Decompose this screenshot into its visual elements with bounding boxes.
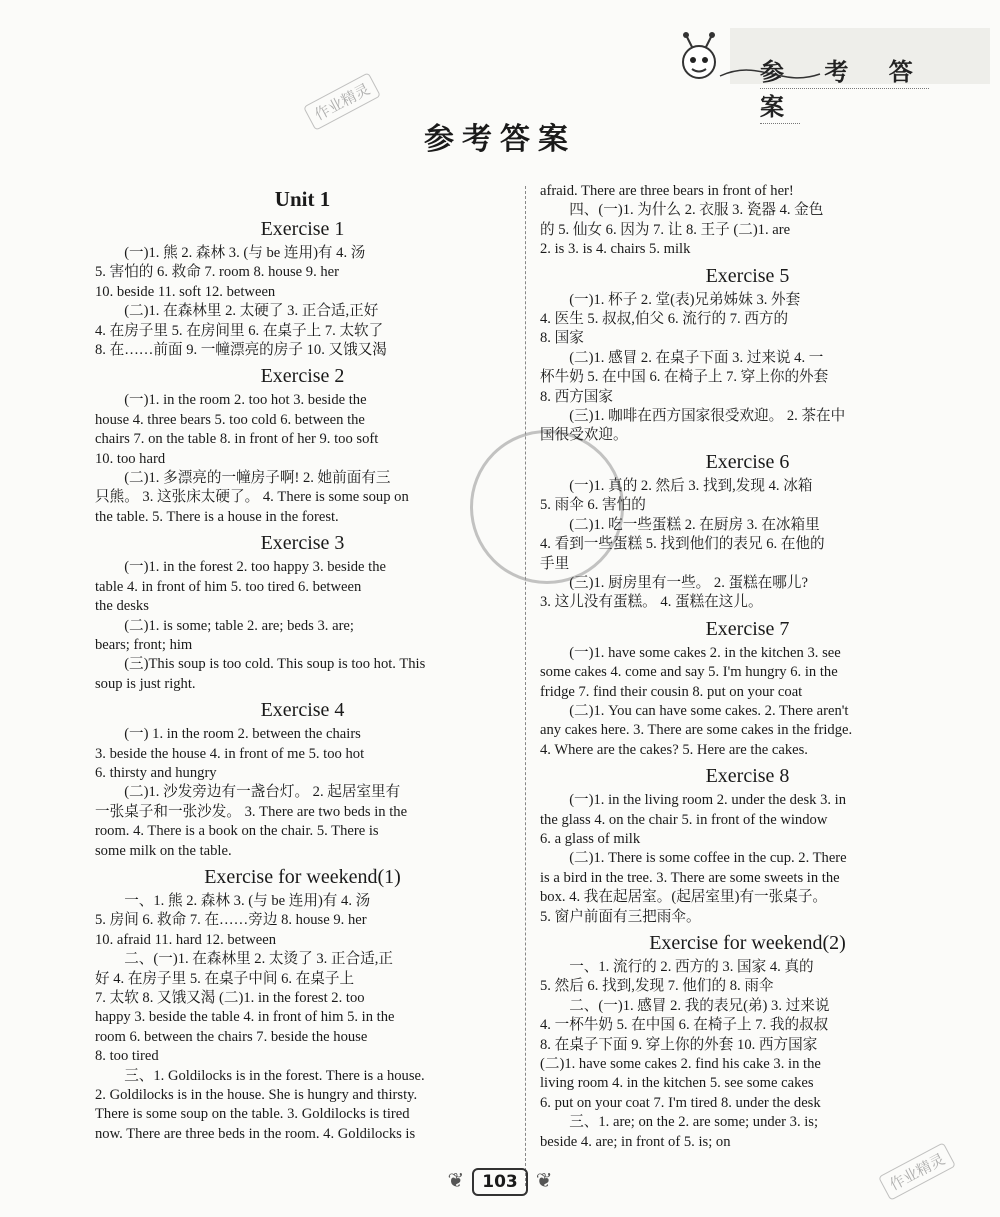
answer-line: fridge 7. find their cousin 8. put on your coat bbox=[540, 683, 803, 700]
answer-line: chairs 7. on the table 8. in front of her 9. too soft bbox=[95, 431, 379, 448]
answer-line: 一张桌子和一张沙发。 3. There are two beds in the bbox=[95, 803, 408, 820]
answer-line: the glass 4. on the chair 5. in front of the window bbox=[540, 811, 828, 828]
answer-line: 二、(一)1. 感冒 2. 我的表兄(弟) 3. 过来说 bbox=[569, 997, 830, 1014]
answer-line: (二)1. There is some coffee in the cup. 2. There bbox=[569, 850, 847, 867]
answer-line: the table. 5. There is a house in the forest. bbox=[95, 508, 339, 525]
answer-line: 10. beside 11. soft 12. between bbox=[95, 283, 276, 300]
exercise-heading: Exercise 2 bbox=[260, 365, 345, 388]
right-column bbox=[540, 182, 955, 1152]
answer-line: (一)1. have some cakes 2. in the kitchen 3. see bbox=[569, 644, 841, 661]
answer-line: 8. 国家 bbox=[540, 330, 584, 347]
answer-line: room 6. between the chairs 7. beside the house bbox=[95, 1028, 368, 1045]
answer-line: 只熊。 3. 这张床太硬了。 4. There is some soup on bbox=[95, 489, 409, 506]
page-number-footer bbox=[0, 1168, 1000, 1196]
answer-line: 一、1. 流行的 2. 西方的 3. 国家 4. 真的 bbox=[569, 959, 814, 975]
answer-line: afraid. There are three bears in front of her! bbox=[540, 183, 794, 199]
answer-line: beside 4. are; in front of 5. is; on bbox=[540, 1133, 731, 1150]
answer-line: (三)This soup is too cold. This soup is too hot. This bbox=[124, 656, 426, 673]
answer-line: 二、(一)1. 在森林里 2. 太烫了 3. 正合适,正 bbox=[124, 951, 393, 968]
exercise-heading: Exercise 6 bbox=[705, 450, 790, 473]
answer-line: (二)1. 吃一些蛋糕 2. 在厨房 3. 在冰箱里 bbox=[569, 516, 820, 533]
answer-line: 的 5. 仙女 6. 因为 7. 让 8. 王子 (二)1. are bbox=[540, 221, 791, 238]
answer-line: 6. thirsty and hungry bbox=[95, 764, 217, 781]
answer-line: any cakes here. 3. There are some cakes in the fridge. bbox=[540, 722, 853, 739]
answer-line: (三)1. 厨房里有一些。 2. 蛋糕在哪儿? bbox=[569, 574, 808, 591]
answer-line: table 4. in front of him 5. too tired 6. between bbox=[95, 578, 362, 595]
exercise-heading: Exercise for weekend(1) bbox=[204, 865, 401, 888]
answer-line: 2. is 3. is 4. chairs 5. milk bbox=[540, 241, 691, 258]
answer-line: 4. 看到一些蛋糕 5. 找到他们的表兄 6. 在他的 bbox=[540, 536, 825, 553]
page-title: 参考答案 bbox=[424, 122, 576, 157]
answer-line: soup is just right. bbox=[95, 675, 196, 692]
answer-line: 10. afraid 11. hard 12. between bbox=[95, 931, 277, 948]
answer-line: 4. 在房子里 5. 在房间里 6. 在桌子上 7. 太软了 bbox=[95, 322, 384, 339]
answer-line: 好 4. 在房子里 5. 在桌子中间 6. 在桌子上 bbox=[95, 970, 355, 987]
answer-line: some cakes 4. come and say 5. I'm hungry 6. in the bbox=[540, 664, 838, 681]
answer-line: room. 4. There is a book on the chair. 5. There is bbox=[95, 823, 379, 840]
answer-line: 8. too tired bbox=[95, 1048, 159, 1065]
answer-line: (二)1. 沙发旁边有一盏台灯。 2. 起居室里有 bbox=[124, 784, 401, 801]
answer-line: the desks bbox=[95, 598, 149, 615]
exercise-heading: Exercise 4 bbox=[260, 699, 345, 722]
answer-line: (一) 1. in the room 2. between the chairs bbox=[124, 726, 361, 743]
answer-line: 一、1. 熊 2. 森林 3. (与 be 连用)有 4. 汤 bbox=[124, 892, 371, 909]
answer-line: 4. Where are the cakes? 5. Here are the cakes. bbox=[540, 741, 808, 758]
answer-line: (一)1. 杯子 2. 堂(表)兄弟姊妹 3. 外套 bbox=[569, 291, 801, 308]
answer-line: box. 4. 我在起居室。(起居室里)有一张桌子。 bbox=[540, 889, 828, 906]
exercise-heading: Exercise 8 bbox=[705, 765, 790, 788]
answer-line: 5. 房间 6. 救命 7. 在……旁边 8. house 9. her bbox=[95, 912, 367, 929]
answer-line: living room 4. in the kitchen 5. see some cakes bbox=[540, 1075, 814, 1092]
answer-line: 5. 害怕的 6. 救命 7. room 8. house 9. her bbox=[95, 264, 340, 281]
answer-line: 6. a glass of milk bbox=[540, 830, 641, 847]
answer-line: 5. 雨伞 6. 害怕的 bbox=[540, 497, 646, 514]
answer-line: 6. put on your coat 7. I'm tired 8. under the desk bbox=[540, 1094, 821, 1111]
answer-line: 4. 一杯牛奶 5. 在中国 6. 在椅子上 7. 我的叔叔 bbox=[540, 1017, 829, 1034]
answer-line: now. There are three beds in the room. 4. Goldilocks is bbox=[95, 1125, 416, 1142]
answer-line: bears; front; him bbox=[95, 636, 193, 653]
answer-line: 杯牛奶 5. 在中国 6. 在椅子上 7. 穿上你的外套 bbox=[540, 369, 829, 386]
left-ornament-icon: ❦ bbox=[447, 1170, 465, 1192]
answer-line: 三、1. Goldilocks is in the forest. There is a house. bbox=[124, 1067, 425, 1084]
answer-line: 2. Goldilocks is in the house. She is hungry and thirsty. bbox=[95, 1087, 418, 1104]
answer-line: (一)1. in the living room 2. under the desk 3. in bbox=[569, 792, 847, 809]
left-column bbox=[95, 182, 510, 1144]
answer-line: (二)1. 多漂亮的一幢房子啊! 2. 她前面有三 bbox=[124, 470, 391, 487]
exercise-heading: Exercise for weekend(2) bbox=[649, 932, 846, 954]
answer-line: (一)1. in the room 2. too hot 3. beside the bbox=[124, 392, 367, 409]
watermark-bottom: 作业精灵 bbox=[878, 1142, 956, 1201]
answer-line: some milk on the table. bbox=[95, 842, 232, 859]
answer-line: (一)1. 熊 2. 森林 3. (与 be 连用)有 4. 汤 bbox=[124, 245, 366, 261]
answer-line: house 4. three bears 5. too cold 6. between the bbox=[95, 411, 365, 428]
answer-line: (二)1. 在森林里 2. 太硬了 3. 正合适,正好 bbox=[124, 303, 379, 320]
answer-line: 三、1. are; on the 2. are some; under 3. is; bbox=[569, 1114, 819, 1131]
answer-line: 3. beside the house 4. in front of me 5. too hot bbox=[95, 745, 365, 762]
answer-line: There is some soup on the table. 3. Goldilocks is tired bbox=[95, 1106, 410, 1123]
answer-line: 8. 在桌子下面 9. 穿上你的外套 10. 西方国家 bbox=[540, 1036, 818, 1053]
page-number: 103 bbox=[472, 1168, 528, 1196]
right-ornament-icon: ❦ bbox=[535, 1170, 553, 1192]
answer-line: (三)1. 咖啡在西方国家很受欢迎。 2. 茶在中 bbox=[569, 408, 846, 425]
answer-line: happy 3. beside the table 4. in front of him 5. in the bbox=[95, 1009, 395, 1026]
answer-line: is a bird in the tree. 3. There are some sweets in the bbox=[540, 869, 840, 886]
header-corner-label: 参 考 答 案 bbox=[760, 52, 960, 122]
answer-line: 国很受欢迎。 bbox=[540, 427, 628, 444]
watermark-top: 作业精灵 bbox=[303, 72, 381, 131]
answer-line: 4. 医生 5. 叔叔,伯父 6. 流行的 7. 西方的 bbox=[540, 311, 789, 328]
exercise-heading: Exercise 3 bbox=[260, 532, 345, 555]
answer-line: 手里 bbox=[540, 555, 570, 572]
unit-heading: Unit 1 bbox=[274, 187, 331, 211]
exercise-heading: Exercise 1 bbox=[260, 218, 345, 240]
answer-line: 8. 在……前面 9. 一幢漂亮的房子 10. 又饿又渴 bbox=[95, 342, 387, 359]
answer-line: 8. 西方国家 bbox=[540, 388, 613, 405]
answer-line: (二)1. 感冒 2. 在桌子下面 3. 过来说 4. 一 bbox=[569, 349, 824, 366]
exercise-heading: Exercise 7 bbox=[705, 617, 790, 640]
answer-line: 10. too hard bbox=[95, 450, 166, 467]
exercise-heading: Exercise 5 bbox=[705, 264, 790, 287]
answer-line: (一)1. in the forest 2. too happy 3. beside the bbox=[124, 559, 387, 576]
answer-line: 5. 窗户前面有三把雨伞。 bbox=[540, 908, 701, 925]
answer-line: 四、(一)1. 为什么 2. 衣服 3. 瓷器 4. 金色 bbox=[569, 202, 824, 219]
answer-line: 7. 太软 8. 又饿又渴 (二)1. in the forest 2. too bbox=[95, 990, 365, 1006]
answer-line: (一)1. 真的 2. 然后 3. 找到,发现 4. 冰箱 bbox=[569, 477, 813, 494]
answer-line: (二)1. You can have some cakes. 2. There aren't bbox=[569, 702, 849, 719]
answer-line: (二)1. have some cakes 2. find his cake 3. in the bbox=[540, 1056, 821, 1073]
answer-line: 3. 这儿没有蛋糕。 4. 蛋糕在这儿。 bbox=[540, 594, 763, 611]
answer-line: 5. 然后 6. 找到,发现 7. 他们的 8. 雨伞 bbox=[540, 978, 774, 995]
bee-mascot-icon bbox=[672, 32, 726, 82]
column-divider bbox=[525, 186, 526, 1186]
answer-line: (二)1. is some; table 2. are; beds 3. are; bbox=[124, 617, 354, 634]
